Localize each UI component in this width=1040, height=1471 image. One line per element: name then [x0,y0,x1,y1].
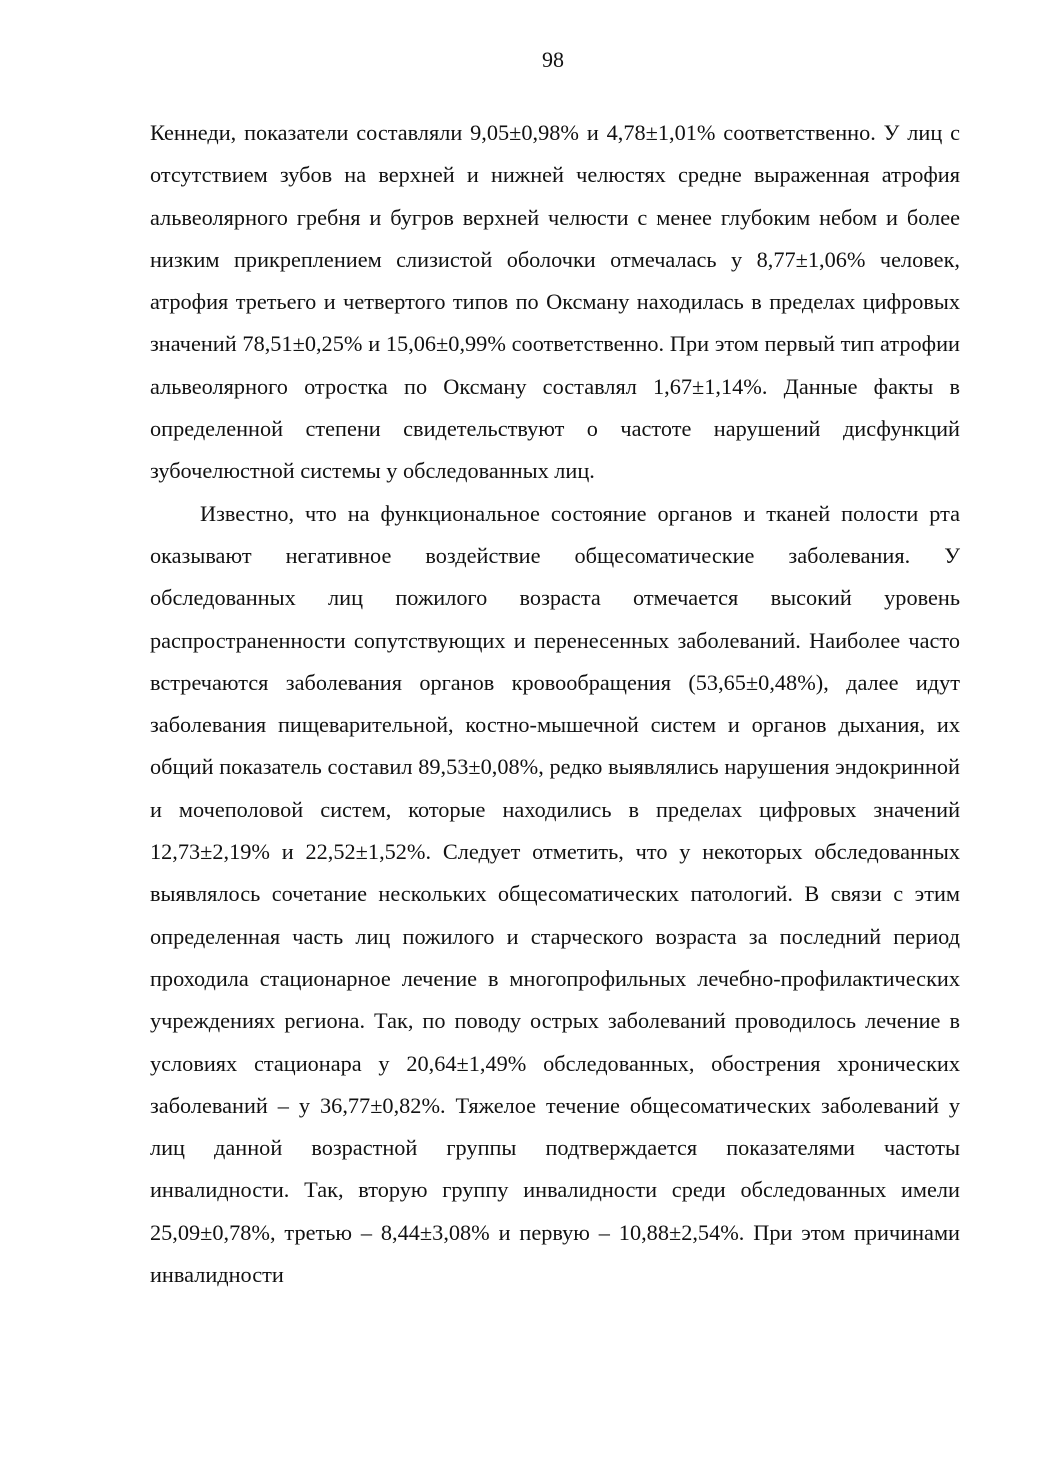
document-body [150,112,960,1296]
paragraph-1: Кеннеди, показатели составляли 9,05±0,98% и 4,78±1,01% соответственно. У лиц с отсутствием зубов на верхней и нижней челюстях средне выраженная атрофия альвеолярного гребня и бугров верхней челюсти с менее глубоким небом и более низким прикреплением слизистой оболочки отмечалась у 8,77±1,06% человек, атрофия третьего и четвертого типов по Оксману находилась в пределах цифровых значений 78,51±0,25% и 15,06±0,99% соответственно. При этом первый тип атрофии альвеолярного отростка по Оксману составлял 1,67±1,14%. Данные факты в определенной степени свидетельствуют о частоте нарушений дисфункций зубочелюстной системы у обследованных лиц. [150,120,960,484]
paragraph-2: Известно, что на функциональное состояние органов и тканей полости рта оказывают негативное воздействие общесоматические заболевания. У обследованных лиц пожилого возраста отмечается высокий уровень распространенности сопутствующих и перенесенных заболеваний. Наиболее часто встречаются заболевания органов кровообращения (53,65±0,48%), далее идут заболевания пищеварительной, костно-мышечной систем и органов дыхания, их общий показатель составил 89,53±0,08%, редко выявлялись нарушения эндокринной и мочеполовой систем, которые находились в пределах цифровых значений 12,73±2,19% и 22,52±1,52%. Следует отметить, что у некоторых обследованных выявлялось сочетание нескольких общесоматических патологий. В связи с этим определенная часть лиц пожилого и старческого возраста за последний период проходила стационарное лечение в многопрофильных лечебно-профилактических учреждениях региона. Так, по поводу острых заболеваний проводилось лечение в условиях стационара у 20,64±1,49% обследованных, обострения хронических заболеваний – у 36,77±0,82%. Тяжелое течение общесоматических заболеваний у лиц данной возрастной группы подтверждается показателями частоты инвалидности. Так, вторую группу инвалидности среди обследованных имели 25,09±0,78%, третью – 8,44±3,08% и первую – 10,88±2,54%. При этом причинами инвалидности [150,500,960,1288]
page-number: 98 [542,47,564,72]
